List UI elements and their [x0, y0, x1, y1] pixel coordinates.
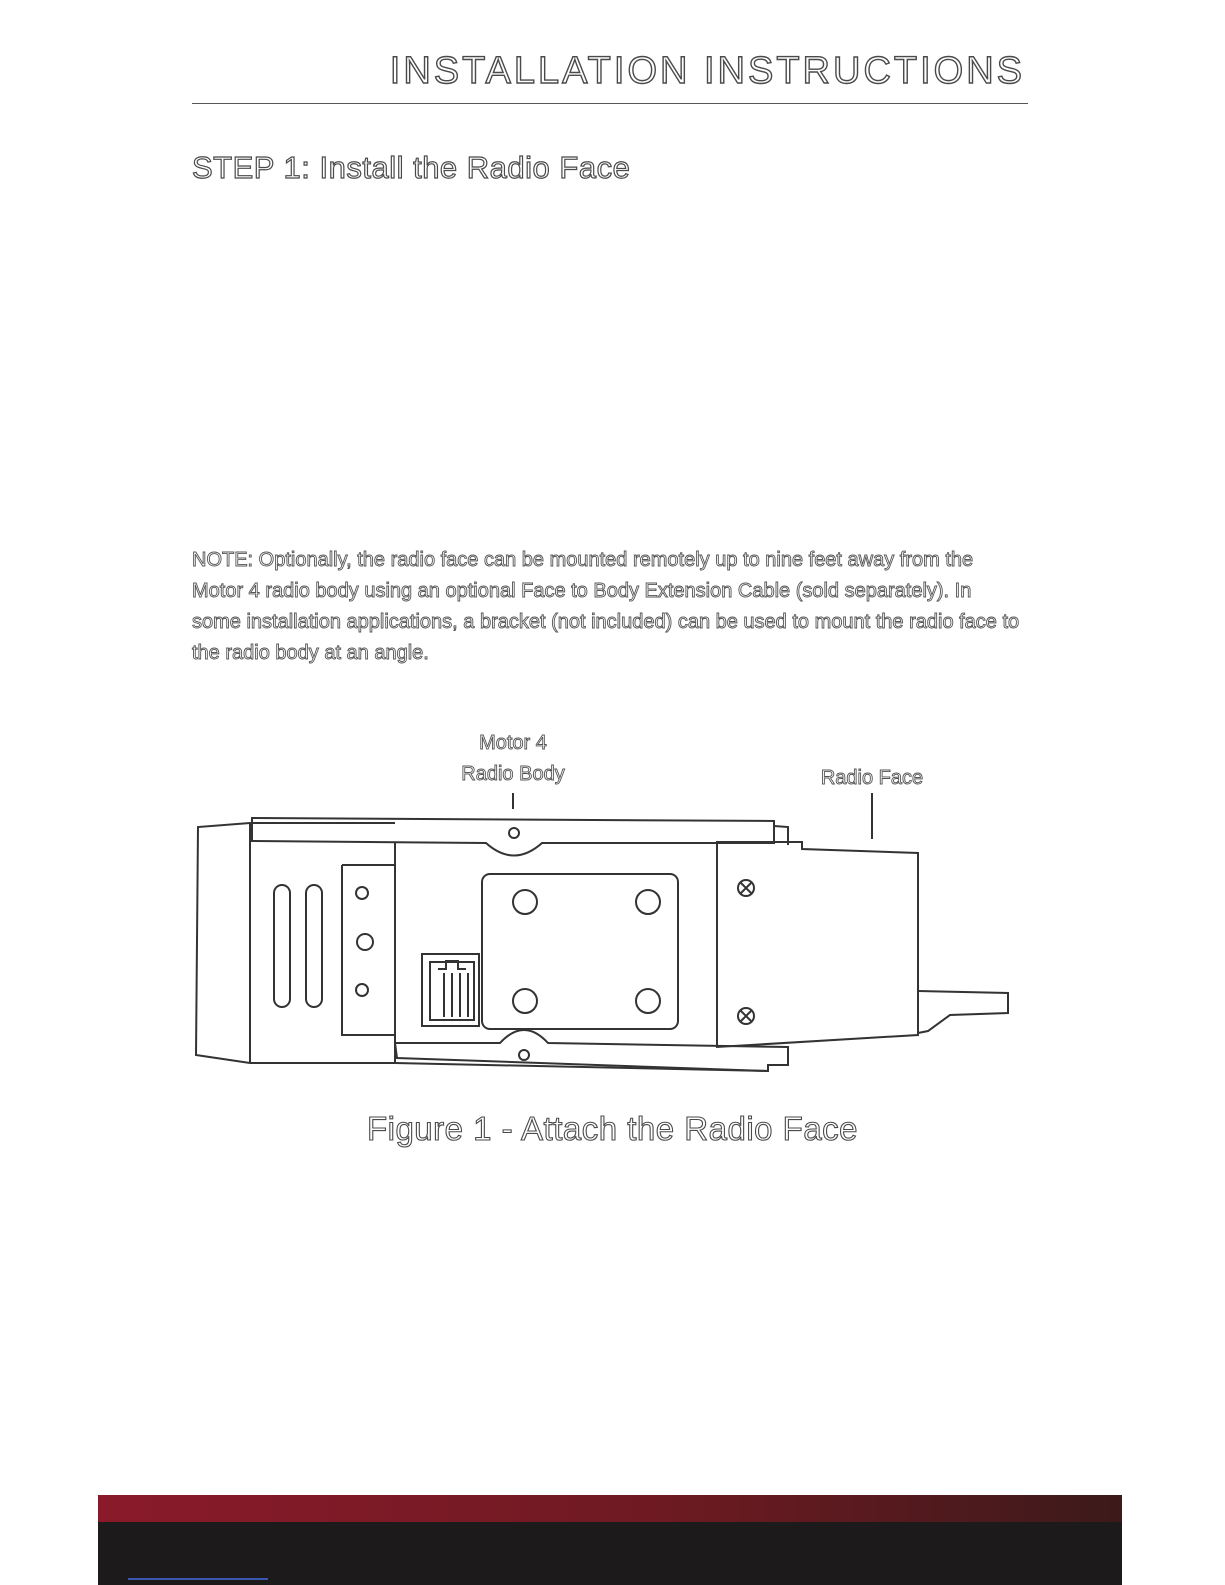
rail-hole: [509, 828, 519, 838]
radio-diagram: [190, 725, 1030, 1095]
step-title: STEP 1: Install the Radio Face: [192, 150, 631, 185]
label-radio-body-line1: Motor 4: [479, 732, 547, 754]
face-cable: [918, 991, 1008, 1033]
rail-hole: [519, 1050, 529, 1060]
page-header-title: INSTALLATION INSTRUCTIONS: [389, 50, 1025, 92]
vent-slot: [274, 885, 290, 1007]
header-divider: [192, 103, 1028, 104]
mount-hole: [513, 989, 537, 1013]
label-radio-face: Radio Face: [820, 767, 924, 789]
plate-hole: [356, 887, 368, 899]
footer-color-band: [98, 1495, 1122, 1522]
vent-slot: [306, 885, 322, 1007]
footer-dark-band: [98, 1522, 1122, 1585]
plate-hole: [356, 984, 368, 996]
mounting-plate: [482, 874, 678, 1029]
note-paragraph: NOTE: Optionally, the radio face can be mounted remotely up to nine feet away from the Motor 4 radio body using an optional Face to Body Extension Cable (sold separately). In some installation applications, a bracket (not included) can be used to mount the radio face to the radio body at an angle.: [192, 549, 1020, 664]
footer-link-underline[interactable]: [128, 1578, 268, 1580]
figure-caption: Figure 1 - Attach the Radio Face: [366, 1110, 859, 1147]
label-radio-body-line2: Radio Body: [461, 763, 565, 785]
mount-hole: [636, 890, 660, 914]
body-end-cap: [196, 823, 250, 1063]
mount-hole: [636, 989, 660, 1013]
radio-diagram-drawing: [190, 725, 1030, 1095]
plate-hole: [357, 934, 373, 950]
mount-hole: [513, 890, 537, 914]
